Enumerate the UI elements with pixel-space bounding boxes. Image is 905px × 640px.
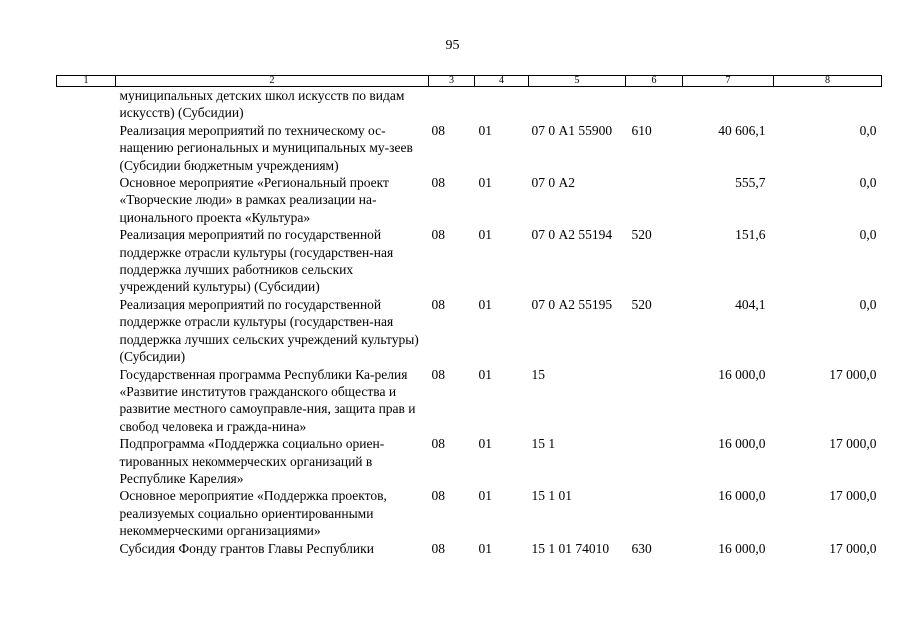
column-header: 5 bbox=[529, 76, 626, 87]
cell-expense-type bbox=[626, 87, 683, 122]
cell-expense-type bbox=[626, 435, 683, 487]
column-header: 2 bbox=[116, 76, 429, 87]
cell-sum-2: 0,0 bbox=[859, 296, 877, 312]
cell-target-code: 07 0 А1 55900 bbox=[531, 122, 613, 138]
budget-table bbox=[56, 75, 882, 557]
cell-number bbox=[57, 540, 116, 557]
cell-number bbox=[57, 226, 116, 296]
cell-number bbox=[57, 296, 116, 366]
cell-sum-2: 0,0 bbox=[859, 122, 877, 138]
cell-sum-2 bbox=[774, 87, 882, 122]
cell-name: Государственная программа Республики Ка-релия «Развитие институтов гражданского общества и развитие местного самоуправле-ния, защита прав и свобод человека и гражда-нина» bbox=[119, 366, 416, 434]
cell-subsection: 01 bbox=[478, 540, 492, 556]
cell-expense-type: 630 bbox=[631, 540, 652, 556]
cell-expense-type bbox=[626, 487, 683, 539]
cell-section: 08 bbox=[431, 175, 445, 191]
table-row bbox=[57, 487, 882, 539]
cell-sum-1: 151,6 bbox=[735, 227, 766, 243]
cell-section: 08 bbox=[431, 296, 445, 312]
cell-number bbox=[57, 122, 116, 174]
cell-sum-2: 0,0 bbox=[859, 175, 877, 191]
cell-section: 08 bbox=[431, 122, 445, 138]
cell-subsection: 01 bbox=[478, 296, 492, 312]
cell-expense-type bbox=[626, 174, 683, 226]
column-header: 8 bbox=[774, 76, 882, 87]
cell-subsection: 01 bbox=[478, 366, 492, 382]
cell-name: Субсидия Фонду грантов Главы Республики bbox=[119, 540, 374, 556]
cell-sum-2: 17 000,0 bbox=[829, 540, 877, 556]
cell-number bbox=[57, 174, 116, 226]
cell-subsection: 01 bbox=[478, 436, 492, 452]
cell-section: 08 bbox=[431, 366, 445, 382]
cell-sum-1: 16 000,0 bbox=[718, 366, 766, 382]
cell-section: 08 bbox=[431, 436, 445, 452]
cell-number bbox=[57, 87, 116, 122]
cell-subsection: 01 bbox=[478, 175, 492, 191]
table-row bbox=[57, 174, 882, 226]
cell-expense-type: 610 bbox=[631, 122, 652, 138]
column-header: 3 bbox=[429, 76, 475, 87]
cell-target-code: 15 bbox=[531, 366, 545, 382]
cell-subsection: 01 bbox=[478, 227, 492, 243]
cell-name: Основное мероприятие «Региональный проект «Творческие люди» в рамках реализации на-ционального проекта «Культура» bbox=[119, 175, 389, 225]
cell-subsection: 01 bbox=[478, 488, 492, 504]
cell-section: 08 bbox=[431, 488, 445, 504]
cell-number bbox=[57, 487, 116, 539]
cell-sum-1: 40 606,1 bbox=[718, 122, 766, 138]
column-header: 6 bbox=[626, 76, 683, 87]
cell-sum-1 bbox=[683, 87, 774, 122]
cell-sum-2: 17 000,0 bbox=[829, 436, 877, 452]
cell-sum-1: 16 000,0 bbox=[718, 436, 766, 452]
cell-sum-2: 17 000,0 bbox=[829, 488, 877, 504]
cell-target-code: 15 1 bbox=[531, 436, 556, 452]
cell-number bbox=[57, 435, 116, 487]
cell-sum-2: 0,0 bbox=[859, 227, 877, 243]
cell-section: 08 bbox=[431, 540, 445, 556]
cell-sum-1: 404,1 bbox=[735, 296, 766, 312]
cell-number bbox=[57, 366, 116, 436]
cell-target-code: 15 1 01 74010 bbox=[531, 540, 610, 556]
column-header: 1 bbox=[57, 76, 116, 87]
cell-expense-type: 520 bbox=[631, 227, 652, 243]
cell-name: Реализация мероприятий по техническому ос-нащению региональных и муниципальных му-зеев (Субсидии бюджетным учреждениям) bbox=[119, 122, 413, 173]
cell-target-code: 07 0 А2 55194 bbox=[531, 227, 613, 243]
cell-name: Основное мероприятие «Поддержка проектов, реализуемых социально ориентированными некоммерческими организациями» bbox=[119, 488, 387, 539]
cell-target-code: 15 1 01 bbox=[531, 488, 572, 504]
cell-target-code: 07 0 А2 55195 bbox=[531, 296, 613, 312]
cell-name: Реализация мероприятий по государственной поддержке отрасли культуры (государствен-ная поддержка лучших сельских учреждений культуры) (Субсидии) bbox=[119, 296, 419, 365]
cell-subsection: 01 bbox=[478, 122, 492, 138]
column-header: 4 bbox=[475, 76, 529, 87]
cell-sum-1: 16 000,0 bbox=[718, 540, 766, 556]
cell-expense-type: 520 bbox=[631, 296, 652, 312]
cell-expense-type bbox=[626, 366, 683, 436]
page-number: 95 bbox=[445, 38, 460, 53]
column-header: 7 bbox=[683, 76, 774, 87]
cell-name: Подпрограмма «Поддержка социально ориен-тированных некоммерческих организаций в Республике Карелия» bbox=[119, 436, 385, 486]
table-row bbox=[57, 122, 882, 174]
cell-section bbox=[429, 87, 475, 122]
table-row bbox=[57, 366, 882, 436]
table-row bbox=[57, 296, 882, 366]
table-row bbox=[57, 87, 882, 122]
cell-name: муниципальных детских школ искусств по видам искусств) (Субсидии) bbox=[119, 88, 405, 121]
column-number-row bbox=[57, 76, 882, 87]
cell-target-code bbox=[529, 87, 626, 122]
cell-subsection bbox=[475, 87, 529, 122]
cell-section: 08 bbox=[431, 227, 445, 243]
table-row bbox=[57, 540, 882, 557]
table-row bbox=[57, 226, 882, 296]
cell-sum-1: 555,7 bbox=[735, 175, 766, 191]
cell-sum-2: 17 000,0 bbox=[829, 366, 877, 382]
cell-name: Реализация мероприятий по государственной поддержке отрасли культуры (государствен-ная поддержка лучших работников сельских учреждений культуры) (Субсидии) bbox=[119, 227, 394, 295]
cell-target-code: 07 0 А2 bbox=[531, 175, 575, 191]
table-row bbox=[57, 435, 882, 487]
cell-sum-1: 16 000,0 bbox=[718, 488, 766, 504]
